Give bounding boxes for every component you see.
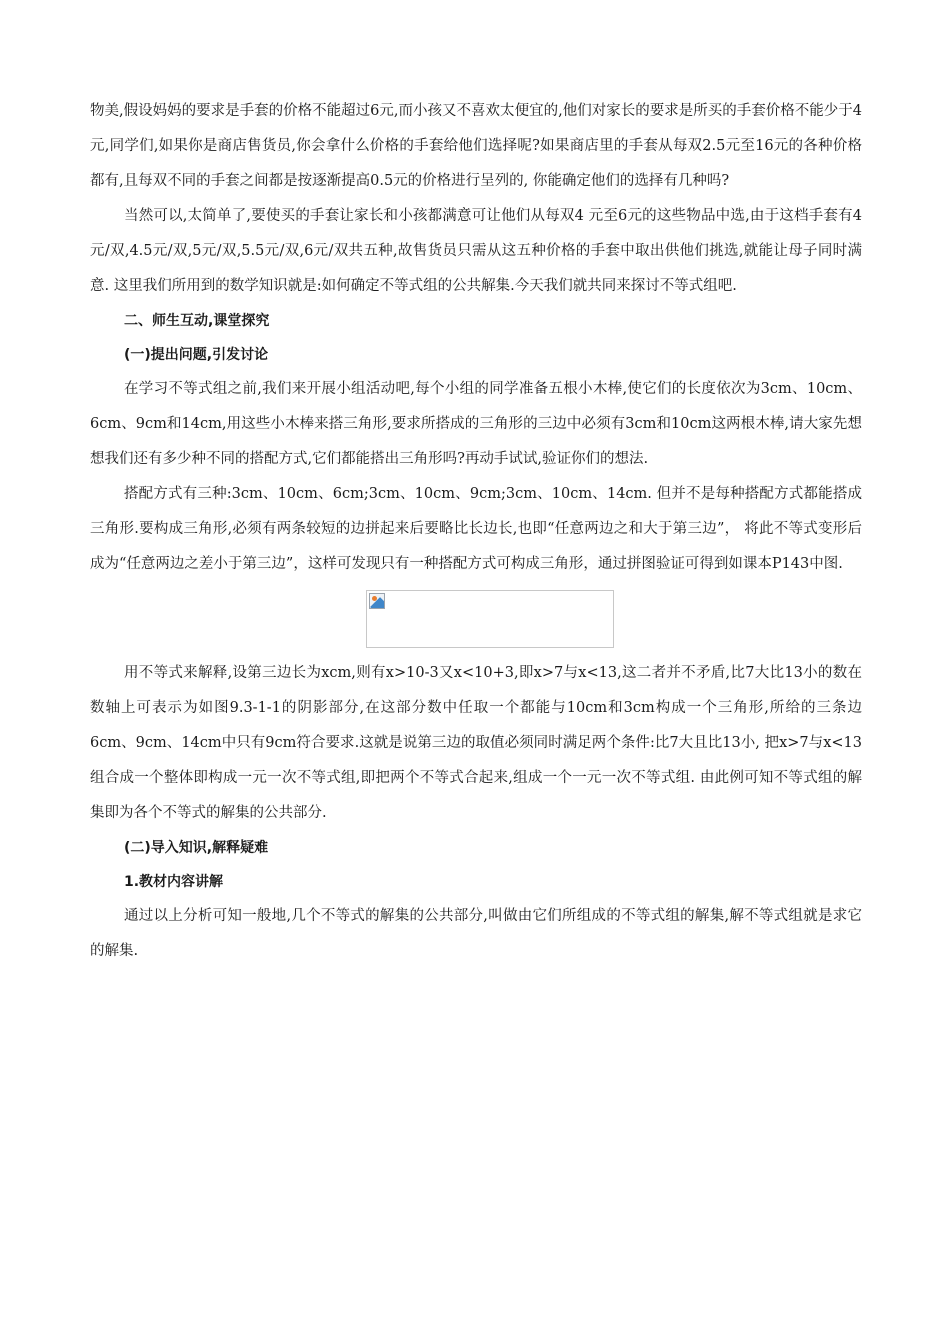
subsection-heading-questions: (一)提出问题,引发讨论 <box>124 347 269 363</box>
item-heading-textbook: 1.教材内容讲解 <box>124 874 224 890</box>
paragraph-sticks-activity: 在学习不等式组之前,我们来开展小组活动吧,每个小组的同学准备五根小木棒,使它们的长度依次为3cm、10cm、6cm、9cm和14cm,用这些小木棒来搭三角形,要求所搭成的三角形的三边中必须有3cm和10cm这两根木棒,请大家先想想我们还有多少种不同的搭配方式,它们都能搭出三角形吗?再动手试试,验证你们的想法. <box>90 381 862 467</box>
figure-container <box>90 582 862 656</box>
paragraph-inequality-explanation: 用不等式来解释,设第三边长为xcm,则有x>10-3又x<10+3,即x>7与x<13,这二者并不矛盾,比7大比13小的数在数轴上可表示为如图9.3-1-1的阴影部分,在这部分数中任取一个都能与10cm和3cm构成一个三角形,所给的三条边6cm、9cm、14cm中只有9cm符合要求.这就是说第三边的取值必须同时满足两个条件:比7大且比13小, 把x>7与x<13组合成一个整体即构成一元一次不等式组,即把两个不等式合起来,组成一个一元一次不等式组. 由此例可知不等式组的解集即为各个不等式的解集的公共部分. <box>90 665 862 821</box>
subsection-heading-knowledge: (二)导入知识,解释疑难 <box>124 840 269 856</box>
broken-image-icon <box>369 593 385 609</box>
figure-placeholder <box>366 590 614 648</box>
paragraph-triangle-combinations: 搭配方式有三种:3cm、10cm、6cm;3cm、10cm、9cm;3cm、10cm、14cm. 但并不是每种搭配方式都能搭成三角形.要构成三角形,必须有两条较短的边拼起来后要略比长边长,也即“任意两边之和大于第三边”， 将此不等式变形后成为“任意两边之差小于第三边”，这样可发现只有一种搭配方式可构成三角形，通过拼图验证可得到如课本P143中图. <box>90 486 862 572</box>
section-heading-interaction: 二、师生互动,课堂探究 <box>124 313 270 329</box>
paragraph-glove-question: 物美,假设妈妈的要求是手套的价格不能超过6元,而小孩又不喜欢太便宜的,他们对家长的要求是所买的手套价格不能少于4元,同学们,如果你是商店售货员,你会拿什么价格的手套给他们选择呢?如果商店里的手套从每双2.5元至16元的各种价格都有,且每双不同的手套之间都是按逐渐提高0.5元的价格进行呈列的, 你能确定他们的选择有几种吗? <box>90 103 862 189</box>
paragraph-solution-set-definition: 通过以上分析可知一般地,几个不等式的解集的公共部分,叫做由它们所组成的不等式组的解集,解不等式组就是求它的解集. <box>90 908 862 959</box>
document-body <box>90 94 862 969</box>
paragraph-glove-answer: 当然可以,太简单了,要使买的手套让家长和小孩都满意可让他们从每双4 元至6元的这些物品中选,由于这档手套有4元/双,4.5元/双,5元/双,5.5元/双,6元/双共五种,故售货员只需从这五种价格的手套中取出供他们挑选,就能让母子同时满意. 这里我们所用到的数学知识就是:如何确定不等式组的公共解集.今天我们就共同来探讨不等式组吧. <box>90 208 862 294</box>
